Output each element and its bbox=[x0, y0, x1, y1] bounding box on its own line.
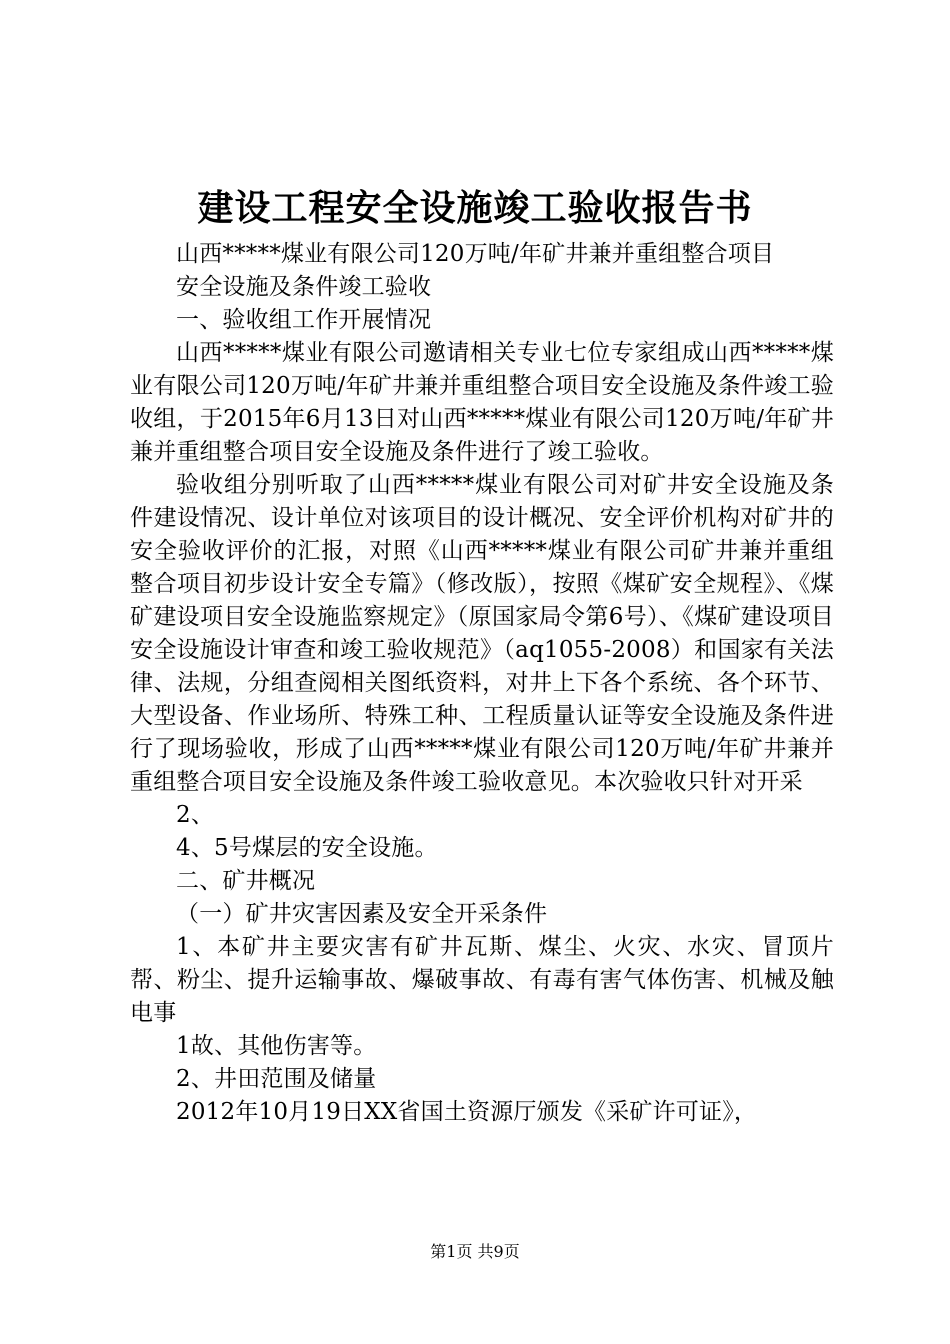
document-title: 建设工程安全设施竣工验收报告书 bbox=[197, 187, 753, 229]
paragraph: 安全设施及条件竣工验收 bbox=[176, 274, 432, 300]
section-heading: 二、矿井概况 bbox=[176, 868, 316, 894]
paragraph: 1、本矿井主要灾害有矿井瓦斯、煤尘、火灾、水灾、冒顶片帮、粉尘、提升运输事故、爆破事故、有毒有害气体伤害、机械及触电事 bbox=[130, 934, 834, 1026]
paragraph: 山西*****煤业有限公司邀请相关专业七位专家组成山西*****煤业有限公司120万吨/年矿井兼并重组整合项目安全设施及条件竣工验收组，于2015年6月13日对山西*****煤业有限公司120万吨/年矿井兼并重组整合项目安全设施及条件进行了竣工验收。 bbox=[130, 340, 834, 465]
section-heading: 一、验收组工作开展情况 bbox=[176, 307, 432, 333]
document-body bbox=[130, 238, 834, 1129]
paragraph: 1故、其他伤害等。 bbox=[176, 1033, 377, 1059]
paragraph: 2012年10月19日XX省国土资源厅颁发《采矿许可证》， bbox=[176, 1099, 758, 1125]
page-footer: 第1页 共9页 bbox=[430, 1242, 520, 1261]
subsection-heading: （一）矿井灾害因素及安全开采条件 bbox=[176, 901, 548, 927]
paragraph: 4、5号煤层的安全设施。 bbox=[176, 835, 438, 861]
paragraph: 山西*****煤业有限公司120万吨/年矿井兼并重组整合项目 bbox=[176, 241, 775, 267]
subsection-heading: 2、井田范围及储量 bbox=[176, 1066, 377, 1092]
paragraph: 验收组分别听取了山西*****煤业有限公司对矿井安全设施及条件建设情况、设计单位对该项目的设计概况、安全评价机构对矿井的安全验收评价的汇报，对照《山西*****煤业有限公司矿井兼并重组整合项目初步设计安全专篇》（修改版），按照《煤矿安全规程》、《煤矿建设项目安全设施监察规定》（原国家局令第6号）、《煤矿建设项目安全设施设计审查和竣工验收规范》（aq1055-2008）和国家有关法律、法规，分组查阅相关图纸资料，对井上下各个系统、各个环节、大型设备、作业场所、特殊工种、工程质量认证等安全设施及条件进行了现场验收，形成了山西*****煤业有限公司120万吨/年矿井兼并重组整合项目安全设施及条件竣工验收意见。本次验收只针对开采 bbox=[130, 472, 834, 795]
paragraph: 2、 bbox=[176, 802, 215, 828]
